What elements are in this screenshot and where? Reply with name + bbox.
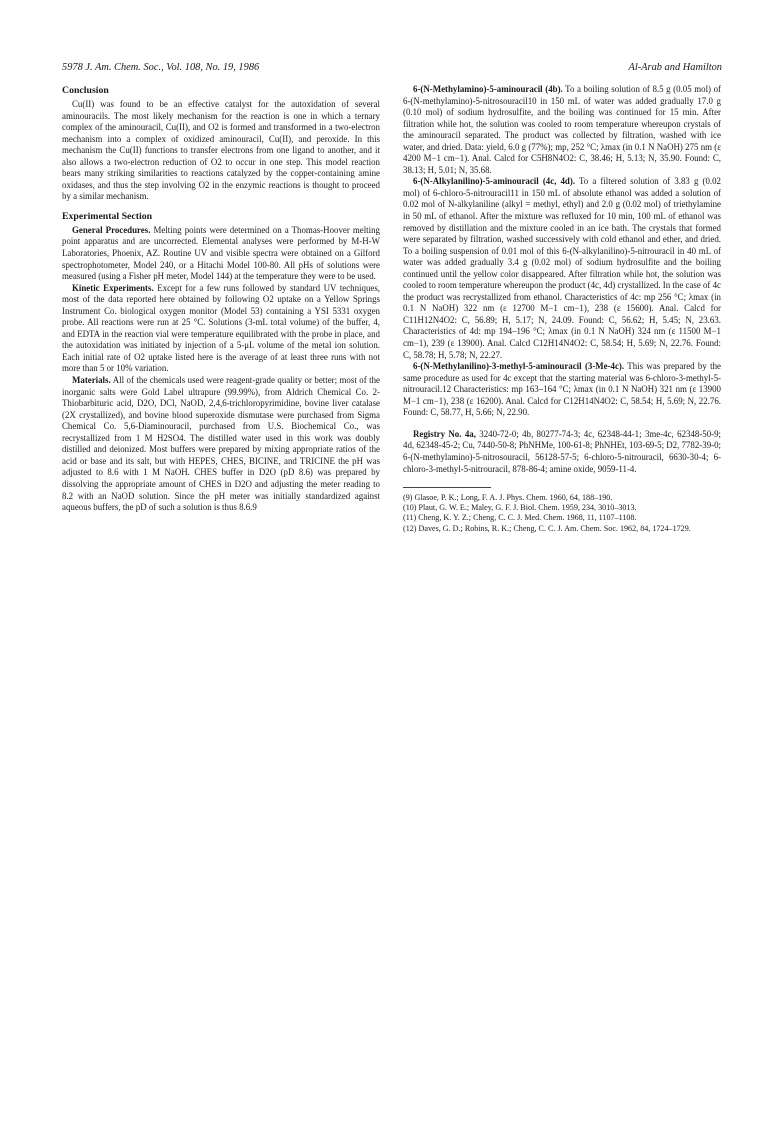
paragraph-run-in-head: 6-(N-Alkylanilino)-5-aminouracil (4c, 4d). <box>413 176 576 187</box>
conclusion-paragraph: Cu(II) was found to be an effective catalyst for the autoxidation of several aminouracils. The most likely mechanism for the reaction is one in which a ternary complex of the aminouracil, Cu(II), and O2 is formed and transformed in a two-electron mechanism into a complex of oxidized aminouracil, Cu(II), and peroxide. In this mechanism the Cu(II) functions to transfer electrons from one ligand to another, and it also allows a two-electron reduction of O2 to occur in one step. This model reaction bears many striking similarities to reactions catalyzed by the copper-containing amine oxidases, and thus the step involving O2 in the enzymic reactions is thought to proceed by a similar mechanism. <box>62 99 380 202</box>
paragraph-body: Except for a few runs followed by standard UV techniques, most of the data reported here obtained by following O2 uptake on a Yellow Springs Instrument Co. biological oxygen monitor (Model 53) containing a YSI 5331 oxygen probe. All reactions were run at 25 °C. Solutions (3-mL total volume) of the buffer, 4, and EDTA in the reaction vial were temperature equilibrated with the probe in place, and the autoxidation was initiated by injection of a 5-μL volume of the metal ion solution. Each initial rate of O2 uptake listed here is the average of at least three runs with not more than 5 or 10% variation. <box>62 282 380 374</box>
running-header <box>62 62 722 76</box>
paragraph-body: Melting points were determined on a Thomas-Hoover melting point apparatus and are uncorrected. Elemental analyses were performed by M-H-W Laboratories, Phoenix, AZ. Routine UV and visible spectra were obtained on a Gilford spectrophotometer, Model 240, or a Hitachi Model 100-80. All pHs of solutions were measured (using a Fisher pH meter, Model 144) at the temperature they were to be used. <box>62 224 380 282</box>
paragraph-run-in-head: General Procedures. <box>72 224 151 235</box>
compound-3-me-4c-paragraph <box>403 361 721 419</box>
paragraph-body: To a filtered solution of 3.83 g (0.02 mol) of 6-chloro-5-nitrouracil11 in 150 mL of absolute ethanol was added a solution of 0.02 mol of N-alkylaniline (alkyl = methyl, ethyl) and 2.0 g (0.02 mol) of triethylamine in 50 mL of ethanol. After the mixture was refluxed for 10 min, 100 mL of ethanol was removed by distillation and the mixture cooled in an ice bath. The crystals that formed were separated by filtration, washed successively with cold ethanol and ether, and dried. To a boiling suspension of 0.01 mol of this 6-(N-alkylanilino)-5-nitrouracil in 40 mL of water was added gradually 3.4 g (0.02 mol) of sodium hydrosulfite and the boiling continued until the yellow color disappeared. After filtration while hot, the solution was cooled to room temperature whereupon the product (4c, 4d) crystallized. In the case of 4c the product was recrystallized from ethanol. Characteristics of 4c: mp 256 °C; λmax (in 0.1 N NaOH) 322 nm (ε 12700 M−1 cm−1), 238 (ε 15600). Anal. Calcd for C11H12N4O2: C, 56.89; H, 5.17; N, 24.09. Found: C, 56.62; H, 5.45; N, 23.63. Characteristics of 4d: mp 194–196 °C; λmax (in 0.1 N NaOH) 324 nm (ε 11500 M−1 cm−1), 239 (ε 13900). Anal. Calcd C12H14N4O2: C, 58.54; H, 5.69; N, 22.76. Found: C, 58.78; H, 5.78; N, 22.27. <box>403 176 721 360</box>
registry-numbers <box>403 429 721 475</box>
kinetic-experiments-paragraph <box>62 283 380 375</box>
running-header-citation: 5978 J. Am. Chem. Soc., Vol. 108, No. 19, 1986 <box>62 62 260 73</box>
left-column <box>62 84 380 514</box>
paragraph-body: To a boiling solution of 8.5 g (0.05 mol) of 6-(N-methylamino)-5-nitrosouracil10 in 150 mL of water was added gradually 17.0 g (0.10 mol) of sodium hydrosulfite, and the boiling was continued for 15 min. After filtration while hot, the solution was cooled to room temperature whereupon crystals of the aminouracil separated. The product was collected by filtration, washed with ice water, and dried. Data: yield, 6.0 g (77%); mp, 252 °C; λmax (in 0.1 N NaOH) 275 nm (ε 4200 M−1 cm−1). Anal. Calcd for C5H8N4O2: C, 38.46; H, 5.13; N, 35.90. Found: C, 38.13; H, 5.01; N, 35.68. <box>403 84 721 175</box>
footnote-divider <box>403 487 491 488</box>
reference-item: (11) Cheng, K. Y. Z.; Cheng, C. C. J. Med. Chem. 1968, 11, 1107–1108. <box>403 513 637 523</box>
reference-list <box>403 493 721 534</box>
reference-item: (12) Daves, G. D.; Robins, R. K.; Cheng, C. C. J. Am. Chem. Soc. 1962, 84, 1724–1729. <box>403 523 691 533</box>
paragraph-run-in-head: 6-(N-Methylanilino)-3-methyl-5-aminouracil (3-Me-4c). <box>413 361 625 372</box>
right-column <box>403 84 721 534</box>
paragraph-run-in-head: 6-(N-Methylamino)-5-aminouracil (4b). <box>413 84 563 94</box>
reference-item: (10) Plaut, G. W. E.; Maley, G. F. J. Biol. Chem. 1959, 234, 3010–3013. <box>403 503 637 513</box>
paragraph-run-in-head: Materials. <box>72 375 111 386</box>
reference-item: (9) Glasoe, P. K.; Long, F. A. J. Phys. Chem. 1960, 64, 188–190. <box>403 493 613 503</box>
registry-body: 3240-72-0; 4b, 80277-74-3; 4c, 62348-44-1; 3me-4c, 62348-50-9; 4d, 62348-45-2; Cu, 7440-50-8; PhNHMe, 100-61-8; PhNHEt, 103-69-5; D2, 7782-39-0; 6-(N-methylamino)-5-nitrosouracil, 56128-57-5; 6-chloro-5-nitrouracil, 6630-30-4; 6-chloro-3-methyl-5-nitrouracil, 878-86-4; amine oxide, 9059-11-4. <box>403 428 722 474</box>
compound-4c-4d-paragraph <box>403 176 721 361</box>
conclusion-heading: Conclusion <box>62 85 109 96</box>
paragraph-run-in-head: Kinetic Experiments. <box>72 282 154 293</box>
paragraph-body: This was prepared by the same procedure as used for 4c except that the starting material was 6-chloro-3-methyl-5-nitrouracil.12 Characteristics: mp 163–164 °C; λmax (in 0.1 N NaOH) 321 nm (ε 13900 M−1 cm−1), 238 (ε 16200). Anal. Calcd for C12H14N4O2: C, 58.54; H, 5.69; N, 22.76. Found: C, 58.77, H, 5.66; N, 22.90. <box>403 361 721 418</box>
compound-4b-paragraph <box>403 84 721 176</box>
registry-head: Registry No. 4a, <box>413 428 476 439</box>
running-header-authors: Al-Arab and Hamilton <box>628 62 722 73</box>
experimental-heading: Experimental Section <box>62 210 153 222</box>
paragraph-body: All of the chemicals used were reagent-grade quality or better; most of the inorganic salts were Gold Label ultrapure (99.99%), from Aldrich Chemical Co. 2-Thiobarbituric acid, D2O, DCl, NaOD, 2,4,6-trichloropyrimidine, bovine liver catalase (2X crystallized), and bovine blood superoxide dismutase were purchased from Sigma Chemical Co. 5,6-Diaminouracil, purchased from U.S. Biochemical Co., was recrystallized from 1 M H2SO4. The distilled water used in this work was doubly distilled and deionized. Most buffers were prepared by mixing appropriate ratios of the acid or base and its salt, but with HEPES, CHES, BICINE, and TRICINE the pH was adjusted to 8.6 with 1 M NaOH. CHES buffer in D2O (pD 8.6) was prepared by dissolving the appropriate amount of CHES in D2O and adjusting the meter reading to 8.2 with an NaOD solution. Since the pH meter was initially standardized against aqueous buffers, the pD of such a solution is thus 8.6.9 <box>62 375 380 513</box>
general-procedures-paragraph <box>62 225 380 283</box>
materials-paragraph <box>62 375 380 514</box>
